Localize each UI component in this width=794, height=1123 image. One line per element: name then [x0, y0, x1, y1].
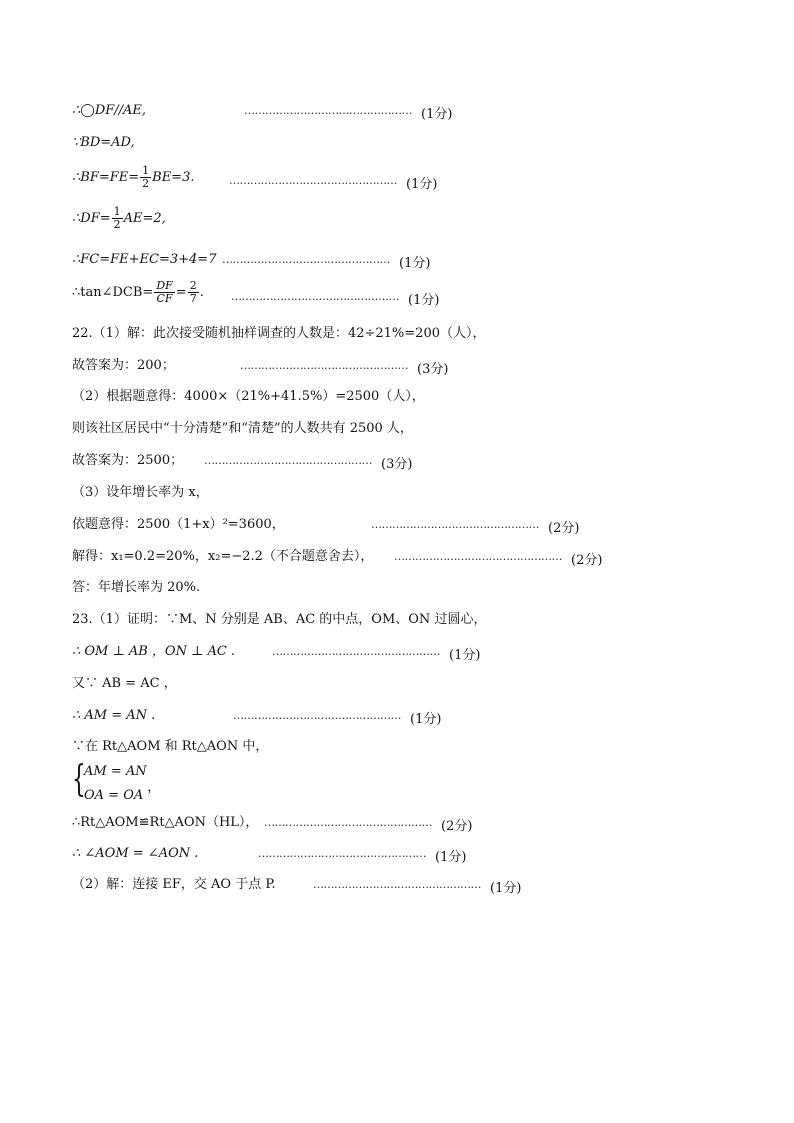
score-label: (2分): [548, 521, 580, 536]
score-leader: …………………………………………: [231, 290, 399, 303]
proof-line-6: ∴tan∠DCB= $\frac{DF}{CF}$ = $\frac{2}{7}$ .: [72, 279, 204, 305]
proof-line-3: ∴BF=FE= $\frac{1}{2}$ BE=3.: [72, 164, 195, 190]
solution-line: 解得：x₁=0.2=20%，x₂=−2.2（不合题意舍去），: [72, 549, 374, 564]
score-label: (3分): [417, 362, 449, 377]
score-label: (2分): [571, 553, 603, 568]
score-leader: …………………………………………: [272, 645, 440, 658]
score-label: (1分): [421, 107, 453, 122]
question-22-part-3: （3）设年增长率为 x，: [72, 485, 209, 500]
answer-line: 故答案为：2500；: [72, 453, 184, 468]
score-leader: …………………………………………: [371, 518, 539, 531]
score-label: (1分): [399, 256, 431, 271]
score-leader: …………………………………………: [244, 104, 412, 117]
question-22-part-1: 22.（1）解：此次接受随机抽样调查的人数是：42÷21%=200（人），: [72, 326, 486, 341]
score-label: (1分): [410, 712, 442, 727]
proof-line-5: ∴FC=FE+EC=3+4=7: [72, 252, 217, 267]
system-row-2: OA = OA，: [84, 780, 161, 803]
proof-line-17: ∴ OM ⊥ AB ，ON ⊥ AC .: [72, 644, 236, 659]
answer-line: 答：年增长率为 20%.: [72, 580, 201, 595]
score-leader: …………………………………………: [229, 174, 397, 187]
score-label: (1分): [406, 177, 438, 192]
score-leader: …………………………………………: [394, 550, 562, 563]
proof-line-10: 则该社区居民中“十分清楚”和“清楚”的人数共有 2500 人，: [72, 421, 413, 436]
equation-line: 依题意得：2500（1+x）²=3600，: [72, 517, 285, 532]
score-leader: …………………………………………: [233, 709, 401, 722]
score-label: (1分): [449, 648, 481, 663]
score-leader: …………………………………………: [222, 253, 390, 266]
proof-line-2: ∵BD=AD,: [72, 135, 135, 150]
answer-line: 故答案为：200；: [72, 358, 175, 373]
question-23-part-1: 23.（1）证明：∵M、N 分别是 AB、AC 的中点，OM、ON 过圆心，: [72, 612, 487, 627]
score-label: (3分): [381, 457, 413, 472]
fraction: $\frac{1}{2}$: [142, 164, 150, 190]
proof-line-4: ∴DF= $\frac{1}{2}$ AE=2,: [72, 205, 166, 231]
fraction: $\frac{1}{2}$: [113, 205, 121, 231]
score-label: (2分): [441, 819, 473, 834]
score-label: (1分): [435, 850, 467, 865]
score-leader: …………………………………………: [258, 847, 426, 860]
proof-line-18: 又∵ AB = AC ，: [72, 676, 177, 691]
system-row-1: AM = AN: [84, 764, 147, 779]
proof-line-19: ∴ AM = AN .: [72, 708, 156, 723]
score-leader: …………………………………………: [240, 359, 408, 372]
score-leader: …………………………………………: [313, 878, 481, 891]
fraction: $\frac{DF}{CF}$: [156, 279, 173, 305]
equation-system: [72, 759, 192, 803]
proof-line-20: ∵在 Rt△AOM 和 Rt△AON 中，: [72, 739, 269, 754]
score-label: (1分): [490, 881, 522, 896]
left-brace: {: [72, 759, 86, 800]
fraction: $\frac{2}{7}$: [189, 279, 197, 305]
score-leader: …………………………………………: [264, 816, 432, 829]
score-label: (1分): [408, 293, 440, 308]
proof-line-22: ∴Rt△AOM≌Rt△AON（HL），: [72, 815, 259, 830]
proof-line-1: ∴◯DF//AE,: [72, 103, 147, 118]
question-22-part-2: （2）根据题意得：4000×（21%+41.5%）=2500（人），: [72, 389, 425, 404]
question-23-part-2: （2）解：连接 EF，交 AO 于点 P.: [72, 877, 276, 892]
proof-line-23: ∴ ∠AOM = ∠AON .: [72, 846, 199, 861]
score-leader: …………………………………………: [204, 454, 372, 467]
